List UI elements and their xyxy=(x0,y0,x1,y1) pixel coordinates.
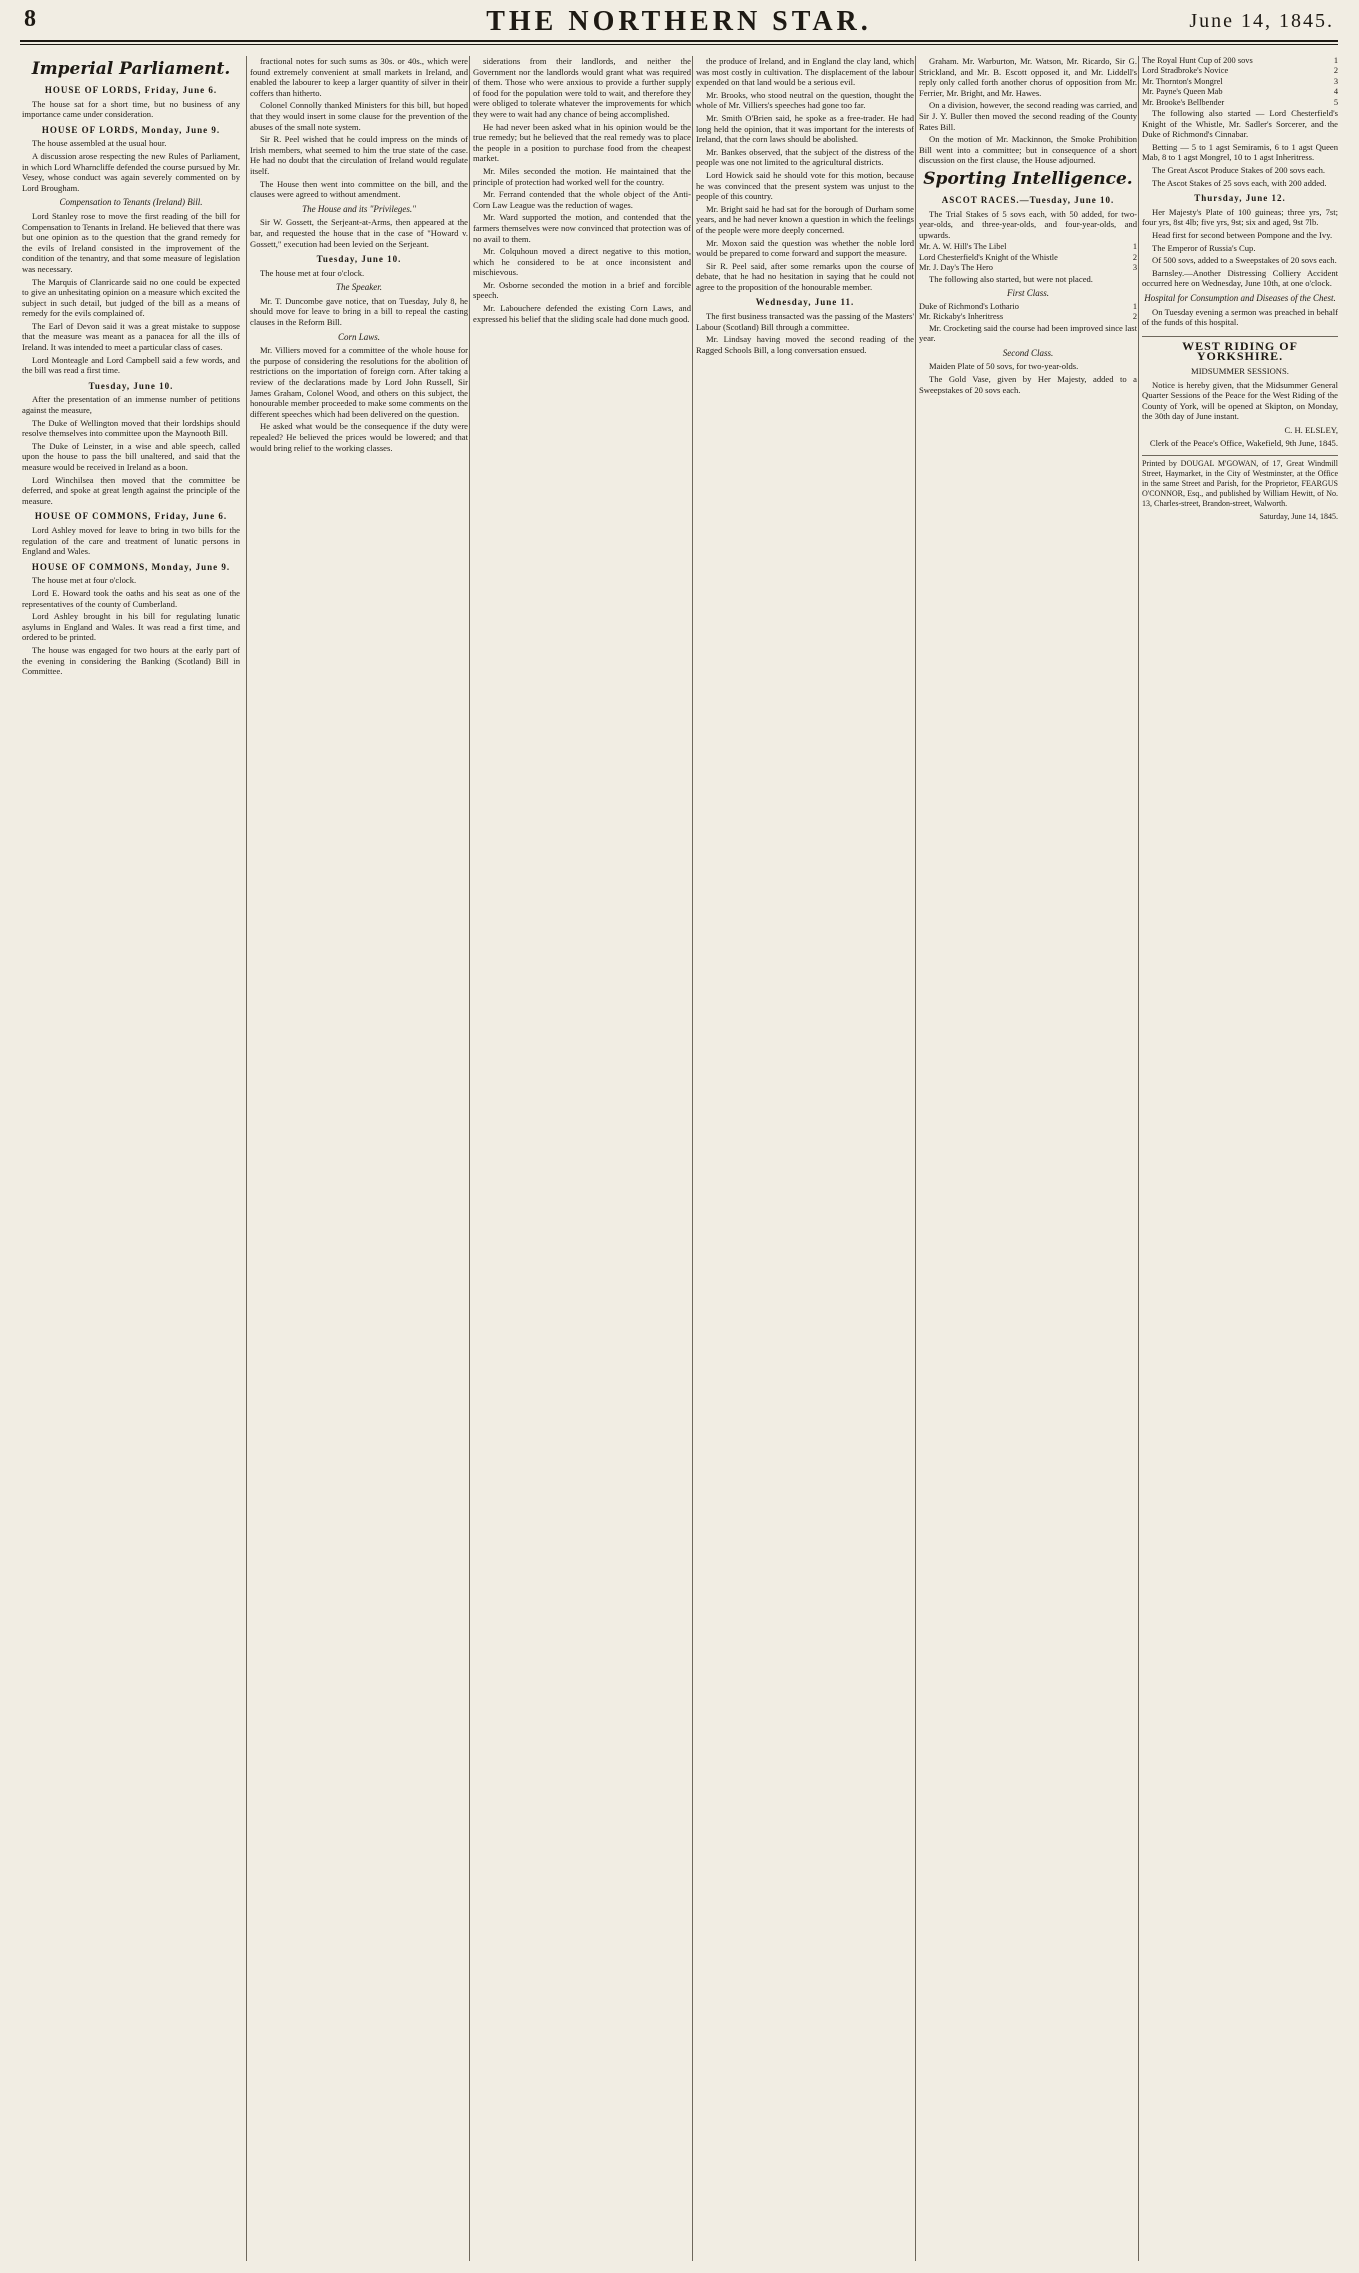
article-paragraph: Mr. Brooks, who stood neutral on the question, thought the whole of Mr. Villiers's speeches had gone too far. xyxy=(696,89,914,111)
race-result-list xyxy=(919,242,1137,273)
article-paragraph: The following also started — Lord Chesterfield's Knight of the Whistle, Mr. Sadler's Sorcerer, and the Duke of Richmond's Cinnabar. xyxy=(1142,108,1338,140)
section-title-parliament: Imperial Parliament. xyxy=(31,59,231,79)
article-paragraph: He asked what would be the consequence if the duty were repealed? He believed the prices would be lowered; and that would bring relief to the working classes. xyxy=(250,421,468,453)
race-result-row xyxy=(919,242,1137,252)
article-paragraph: Lord Ashley moved for leave to bring in two bills for the regulation of the care and treatment of lunatic persons in England and Wales. xyxy=(22,524,240,557)
race-entry-name: Mr. A. W. Hill's The Libel xyxy=(919,242,1007,252)
imprint-text: Printed by DOUGAL M'GOWAN, of 17, Great Windmill Street, Haymarket, in the City of Westminster, at the Office in the same Street and Parish, for the Proprietor, FEARGUS O'CONNOR, Esq., and published by William Hewitt, of No. 13, Charles-street, Brandon-street, Walworth. xyxy=(1142,459,1338,509)
article-paragraph: Her Majesty's Plate of 100 guineas; three yrs, 7st; four yrs, 8st 4lb; five yrs, 9st; six and aged, 9st 7lb. xyxy=(1142,206,1338,228)
article-paragraph: The House then went into committee on the bill, and the clauses were agreed to without amendment. xyxy=(250,178,468,200)
article-paragraph: Lord Stanley rose to move the first reading of the bill for Compensation to Tenants in Ireland. He believed that there was but one opinion as to the question that the grand remedy for the evils of Ireland consisted in the improvement of the condition of the tenantry, and that some measure of legislation was necessary. xyxy=(22,210,240,274)
race-entry-name: Mr. J. Day's The Hero xyxy=(919,263,993,273)
article-paragraph: The Duke of Leinster, in a wise and able speech, called upon the house to pass the bill unaltered, and said that the measure would be received in Ireland as a boon. xyxy=(22,440,240,472)
race-result-row xyxy=(1142,77,1338,87)
race-result-row xyxy=(919,253,1137,263)
race-entry-position: 2 xyxy=(1333,66,1338,76)
race-entry-name: Mr. Payne's Queen Mab xyxy=(1142,87,1223,97)
sub-heading: First Class. xyxy=(1006,288,1049,299)
race-result-row xyxy=(919,312,1137,322)
notice-heading: WEST RIDING OF YORKSHIRE. xyxy=(1142,336,1338,362)
sub-heading: The House and its "Privileges." xyxy=(302,203,416,214)
article-paragraph: Lord Monteagle and Lord Campbell said a few words, and the bill was read a first time. xyxy=(22,354,240,376)
race-entry-position: 3 xyxy=(1333,76,1338,86)
article-paragraph: Mr. Moxon said the question was whether the noble lord would be prepared to come forward and support the measure. xyxy=(696,237,914,259)
race-entry-position: 1 xyxy=(1132,301,1137,311)
article-paragraph: The Ascot Stakes of 25 sovs each, with 200 added. xyxy=(1152,177,1327,188)
column-1 xyxy=(22,56,240,2261)
article-paragraph: The house assembled at the usual hour. xyxy=(32,138,167,149)
issue-date: June 14, 1845. xyxy=(1189,10,1334,32)
race-entry-name: Duke of Richmond's Lothario xyxy=(919,301,1019,311)
sub-heading: Hospital for Consumption and Diseases of the Chest. xyxy=(1144,292,1336,303)
article-paragraph: Betting — 5 to 1 agst Semiramis, 6 to 1 agst Queen Mab, 8 to 1 agst Mongrel, 10 to 1 agst Inheritress. xyxy=(1142,141,1338,163)
article-paragraph: The Emperor of Russia's Cup. xyxy=(1152,242,1256,253)
article-paragraph: A discussion arose respecting the new Rules of Parliament, in which Lord Wharncliffe defended the course pursued by Mr. Vesey, whose conduct was again severely commented on by Lord Brougham. xyxy=(22,150,240,193)
race-entry-position: 5 xyxy=(1333,97,1338,107)
article-paragraph: Mr. Ferrand contended that the whole object of the Anti-Corn Law League was the reduction of wages. xyxy=(473,189,691,210)
article-paragraph: Graham. Mr. Warburton, Mr. Watson, Mr. Ricardo, Sir G. Strickland, and Mr. B. Escott opposed it, and Mr. Liddell's reply only called forth another chorus of opposition from Mr. Ferrier, Mr. Bright, and Mr. Hawes. xyxy=(919,56,1137,98)
article-paragraph: Mr. Labouchere defended the existing Corn Laws, and expressed his belief that the sliding scale had done much good. xyxy=(473,303,691,324)
article-paragraph: On Tuesday evening a sermon was preached in behalf of the funds of this hospital. xyxy=(1142,306,1338,328)
race-result-row xyxy=(919,302,1137,312)
race-entry-name: Mr. Thornton's Mongrel xyxy=(1142,76,1223,86)
race-entry-position: 2 xyxy=(1132,312,1137,322)
masthead xyxy=(20,6,1338,42)
article-paragraph: Barnsley.—Another Distressing Colliery Accident occurred here on Wednesday, June 10th, at one o'clock. xyxy=(1142,267,1338,289)
newspaper-title: THE NORTHERN STAR. xyxy=(486,6,872,37)
race-entry-name: Lord Stradbroke's Novice xyxy=(1142,66,1229,76)
article-paragraph: Mr. Lindsay having moved the second reading of the Ragged Schools Bill, a long conversation ensued. xyxy=(696,334,914,355)
sub-heading: Second Class. xyxy=(1002,347,1054,358)
article-paragraph: The following also started, but were not placed. xyxy=(929,273,1093,284)
article-paragraph: Mr. T. Duncombe gave notice, that on Tuesday, July 8, he should move for leave to bring in a bill to repeal the casting clauses in the Reform Bill. xyxy=(250,295,468,328)
house-heading: HOUSE OF COMMONS, Monday, June 9. xyxy=(31,561,231,572)
race-entry-position: 3 xyxy=(1132,263,1137,273)
column-4 xyxy=(696,56,914,2261)
article-paragraph: Mr. Villiers moved for a committee of the whole house for the purpose of considering the resolutions for the abolition of restrictions on the importation of foreign corn. After taking a review of the declarations made by Lord John Russell, Sir James Graham, Colonel Wood, and others on this subject, the honourable member proceeded to make some comments on the different speeches which had been delivered on the question. xyxy=(250,345,468,419)
sub-heading: Compensation to Tenants (Ireland) Bill. xyxy=(59,197,203,208)
article-paragraph: Mr. Bankes observed, that the subject of the distress of the people was one not limited to the agricultural districts. xyxy=(696,146,914,168)
article-paragraph: Sir R. Peel wished that he could impress on the minds of Irish members, what seemed to him the true state of the case. He had no doubt that the circulation of Ireland would regulate itself. xyxy=(250,134,468,176)
article-paragraph: the produce of Ireland, and in England the clay land, which was most costly in cultivation. The displacement of the labour expended on that land would be a serious evil. xyxy=(696,56,914,88)
article-paragraph: Of 500 sovs, added to a Sweepstakes of 20 sovs each. xyxy=(1152,255,1337,266)
house-heading: HOUSE OF LORDS, Monday, June 9. xyxy=(41,124,221,135)
article-paragraph: On the motion of Mr. Mackinnon, the Smoke Prohibition Bill went into a committee; but in consequence of a short discussion on the first clause, the House adjourned. xyxy=(919,134,1137,166)
race-entry-name: Lord Chesterfield's Knight of the Whistle xyxy=(919,252,1058,262)
article-paragraph: Sir R. Peel said, after some remarks upon the course of debate, that he had no hesitation in saying that he could not agree to the proposition of the honourable member. xyxy=(696,260,914,292)
article-paragraph: The Great Ascot Produce Stakes of 200 sovs each. xyxy=(1152,165,1326,175)
article-paragraph: The Earl of Devon said it was a great mistake to suppose that the measure was meant as a panacea for all the ills of Ireland. It was intended to meet a particular class of cases. xyxy=(22,320,240,353)
article-paragraph: fractional notes for such sums as 30s. or 40s., which were found extremely convenient at small markets in Ireland, and enabled the labourer to keep a larger quantity of silver in their coffers than hitherto. xyxy=(250,56,468,98)
article-paragraph: Mr. Smith O'Brien said, he spoke as a free-trader. He had long held the opinion, that it was important for the interests of Ireland, that the corn laws should be abolished. xyxy=(696,112,914,145)
masthead-rule xyxy=(20,44,1338,45)
article-paragraph: siderations from their landlords, and neither the Government nor the landlords would grant what was required of them. Those who were anxious to provide a further supply of food for the population were told to wait, and therefore they were obliged to tolerate whatever the improvements for which they were to wait had any chance of being accomplished. xyxy=(473,56,691,119)
house-heading: Thursday, June 12. xyxy=(1194,193,1286,204)
article-paragraph: After the presentation of an immense number of petitions against the measure, xyxy=(22,394,240,416)
column-divider xyxy=(1138,56,1139,2261)
column-divider xyxy=(692,56,693,2261)
article-paragraph: Sir W. Gossett, the Serjeant-at-Arms, then appeared at the bar, and requested the house that in the case of "Howard v. Gossett," execution had been levied on the Serjeant. xyxy=(250,217,468,249)
race-entry-name: Mr. Brooke's Bellbender xyxy=(1142,97,1225,107)
article-paragraph: The Duke of Wellington moved that their lordships should resolve themselves into committee upon the Maynooth Bill. xyxy=(22,417,240,439)
house-heading: Wednesday, June 11. xyxy=(755,297,855,308)
article-paragraph: Mr. Ward supported the motion, and contended that the farmers themselves were now convinced that protection was of no avail to them. xyxy=(473,212,691,244)
column-5 xyxy=(919,56,1137,2261)
article-paragraph: The house met at four o'clock. xyxy=(32,575,137,586)
article-paragraph: He had never been asked what in his opinion would be the true remedy; but he believed that the real remedy was to place the people in a position to purchase food from the cheapest market. xyxy=(473,121,691,164)
sub-heading: The Speaker. xyxy=(336,282,382,293)
printer-imprint xyxy=(1142,455,1338,522)
column-divider xyxy=(915,56,916,2261)
article-paragraph: The house met at four o'clock. xyxy=(260,267,365,278)
section-title-sporting: Sporting Intelligence. xyxy=(923,168,1133,189)
race-result-row xyxy=(919,263,1137,273)
article-paragraph: Maiden Plate of 50 sovs, for two-year-olds. xyxy=(929,361,1079,372)
article-paragraph: The first business transacted was the passing of the Masters' Labour (Scotland) Bill through a committee. xyxy=(696,311,914,332)
article-paragraph: Head first for second between Pompone and the Ivy. xyxy=(1152,229,1333,240)
race-result-row xyxy=(1142,66,1338,76)
house-heading: Tuesday, June 10. xyxy=(88,380,174,391)
race-result-row xyxy=(1142,98,1338,108)
race-meeting-heading: ASCOT RACES.—Tuesday, June 10. xyxy=(941,194,1115,205)
article-paragraph: Mr. Miles seconded the motion. He maintained that the principle of protection had worked well for the country. xyxy=(473,165,691,187)
article-paragraph: Lord E. Howard took the oaths and his seat as one of the representatives of the county of Cumberland. xyxy=(22,587,240,609)
article-paragraph: Lord Howick said he should vote for this motion, because he was convinced that the present system was unjust to the people of this country. xyxy=(696,169,914,202)
article-paragraph: The Gold Vase, given by Her Majesty, added to a Sweepstakes of 20 sovs each. xyxy=(919,373,1137,395)
article-paragraph: The house sat for a short time, but no business of any importance came under consideration. xyxy=(22,98,240,120)
notice-signature-office: Clerk of the Peace's Office, Wakefield, 9th June, 1845. xyxy=(1149,438,1338,449)
article-paragraph: Mr. Osborne seconded the motion in a brief and forcible speech. xyxy=(473,279,691,301)
column-2 xyxy=(250,56,468,2261)
house-heading: HOUSE OF LORDS, Friday, June 6. xyxy=(44,85,218,95)
article-paragraph: Mr. Crocketing said the course had been improved since last year. xyxy=(919,322,1137,344)
article-paragraph: The Marquis of Clanricarde said no one could be expected to give an unhesitating opinion on a measure which excited the subject in such detail, but judged of the bill as a means of remedy for the evils complained of. xyxy=(22,276,240,319)
article-paragraph: On a division, however, the second reading was carried, and Sir J. Y. Buller then moved the second reading of the County Rates Bill. xyxy=(919,100,1137,132)
article-paragraph: Colonel Connolly thanked Ministers for this bill, but hoped that they would insert in some clause for the prevention of the abuses of the small note system. xyxy=(250,100,468,132)
race-result-row xyxy=(1142,87,1338,97)
race-entry-position: 1 xyxy=(1132,242,1137,252)
article-paragraph: Lord Ashley brought in his bill for regulating lunatic asylums in England and Wales. It was read a first time, and ordered to be printed. xyxy=(22,611,240,643)
notice-signature: C. H. ELSLEY, xyxy=(1284,424,1338,435)
article-paragraph: Lord Winchilsea then moved that the committee be deferred, and spoke at great length against the principle of the measure. xyxy=(22,474,240,506)
race-entry-position: 4 xyxy=(1333,87,1338,97)
notice-paragraph: Notice is hereby given, that the Midsummer General Quarter Sessions of the Peace for the West Riding of the County of York, will be opened at Skipton, on Monday, the 30th day of June instant. xyxy=(1142,379,1338,422)
column-3 xyxy=(473,56,691,2261)
article-paragraph: The house was engaged for two hours at the early part of the evening in considering the Banking (Scotland) Bill in Committee. xyxy=(22,644,240,677)
race-entry-name: Mr. Rickaby's Inheritress xyxy=(919,312,1004,322)
notice-subheading: MIDSUMMER SESSIONS. xyxy=(1191,365,1289,376)
column-6 xyxy=(1142,56,1338,2261)
column-divider xyxy=(246,56,247,2261)
race-entry-position: 1 xyxy=(1333,56,1338,65)
column-divider xyxy=(469,56,470,2261)
article-paragraph: The Trial Stakes of 5 sovs each, with 50 added, for two-year-olds, and three-year-olds, and four-year-olds, and upwards. xyxy=(919,208,1137,240)
page-number: 8 xyxy=(24,6,36,32)
article-paragraph: Mr. Colquhoun moved a direct negative to this motion, which he considered to be at once inconsistent and mischievous. xyxy=(473,246,691,278)
article-paragraph: Mr. Bright said he had sat for the borough of Durham some years, and he had never known a question in which the feelings of the people were more deeply concerned. xyxy=(696,203,914,235)
race-result-list xyxy=(919,302,1137,323)
house-heading: Tuesday, June 10. xyxy=(316,254,402,265)
race-entry-position: 2 xyxy=(1132,252,1137,262)
imprint-date: Saturday, June 14, 1845. xyxy=(1259,512,1338,522)
sub-heading: Corn Laws. xyxy=(337,331,381,342)
race-result-list xyxy=(1142,56,1338,108)
house-heading: HOUSE OF COMMONS, Friday, June 6. xyxy=(34,511,228,522)
race-entry-name: The Royal Hunt Cup of 200 sovs xyxy=(1142,56,1253,65)
race-result-row xyxy=(1142,56,1338,66)
